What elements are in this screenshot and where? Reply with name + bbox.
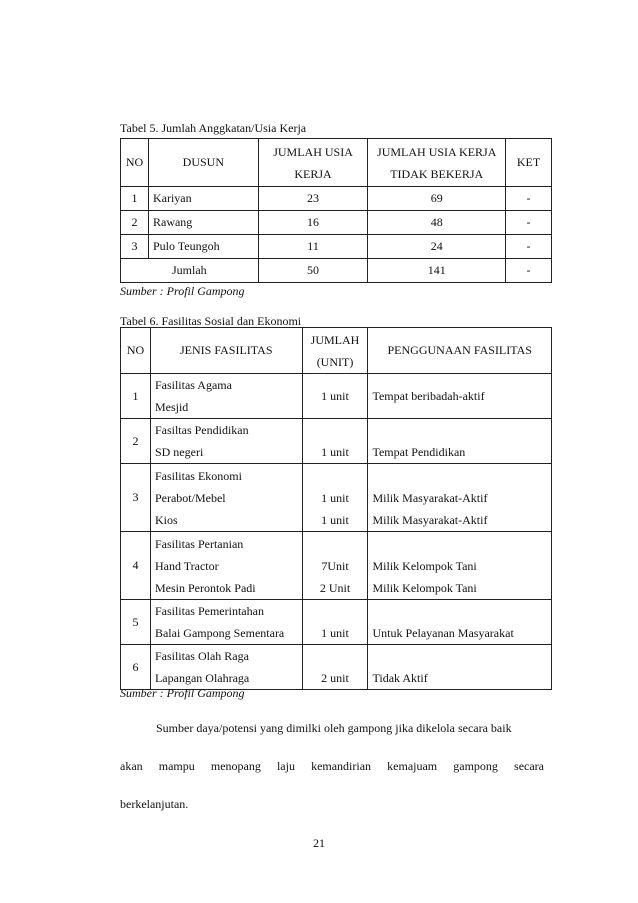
table6-category: Fasiltas Pendidikan bbox=[154, 423, 249, 437]
table6-cell-use bbox=[368, 419, 552, 464]
table6-item-name: Kios bbox=[154, 512, 178, 527]
table6-header-row bbox=[121, 328, 552, 374]
table6-cell-unit: 1 unit bbox=[302, 374, 368, 419]
table-row bbox=[121, 235, 552, 259]
table5-cell-ket: - bbox=[506, 211, 552, 235]
table6-unit: 1 unit bbox=[321, 626, 349, 640]
table6-item-name: Balai Gampong Sementara bbox=[154, 626, 285, 640]
table6-use: Tempat Pendidikan bbox=[372, 445, 466, 459]
table6-use: Tidak Aktif bbox=[372, 671, 428, 685]
table6-cell-use bbox=[368, 645, 552, 690]
table-row bbox=[121, 532, 552, 600]
table6-item-name: Lapangan Olahraga bbox=[154, 671, 250, 685]
table6-cell-jenis bbox=[150, 600, 302, 645]
table6-category: Fasilitas Pertanian bbox=[154, 536, 244, 551]
table6-category: Fasilitas Pemerintahan bbox=[154, 604, 264, 618]
table6-unit: 1 unit bbox=[321, 513, 349, 527]
table5-cell-no: 1 bbox=[121, 187, 149, 211]
table6-source: Sumber : Profil Gampong bbox=[120, 686, 245, 700]
table6-cell-use bbox=[368, 532, 552, 600]
table6-cell-unit bbox=[302, 645, 368, 690]
table5-cell-tidak-bekerja: 24 bbox=[368, 235, 506, 259]
table6-cell-no: 3 bbox=[121, 464, 151, 532]
table6-header-no: NO bbox=[121, 328, 151, 374]
table6-unit: 1 unit bbox=[321, 445, 349, 459]
table6-cell-no: 6 bbox=[121, 645, 151, 690]
table6-category: Fasilitas Ekonomi bbox=[154, 468, 242, 483]
table6-cell-no: 1 bbox=[121, 374, 151, 419]
table6-category: Fasilitas Olah Raga bbox=[154, 649, 249, 663]
table5-total-tidak-bekerja: 141 bbox=[368, 259, 506, 283]
table6-cell-unit bbox=[302, 419, 368, 464]
table5-header-usia-kerja-line2: KERJA bbox=[294, 166, 332, 181]
table-row bbox=[121, 211, 552, 235]
table6-cell-jenis bbox=[150, 645, 302, 690]
table6-unit: 1 unit bbox=[321, 491, 349, 505]
table6-cell-no: 4 bbox=[121, 532, 151, 600]
table6-cell-no: 5 bbox=[121, 600, 151, 645]
page-number: 21 bbox=[313, 836, 325, 850]
table5-total-usia-kerja: 50 bbox=[258, 259, 368, 283]
table5-cell-dusun: Kariyan bbox=[148, 187, 258, 211]
table5-header-tidak-bekerja-line1: JUMLAH USIA KERJA bbox=[377, 144, 497, 159]
table-row bbox=[121, 419, 552, 464]
paragraph-line-1: Sumber daya/potensi yang dimilki oleh gampong jika dikelola secara baik bbox=[156, 721, 512, 735]
table6-cell-jenis bbox=[150, 532, 302, 600]
table6-cell-unit bbox=[302, 600, 368, 645]
table5-header-tidak-bekerja bbox=[368, 139, 506, 187]
table5-cell-no: 3 bbox=[121, 235, 149, 259]
table5-header-usia-kerja bbox=[258, 139, 368, 187]
table5-source: Sumber : Profil Gampong bbox=[120, 284, 245, 298]
table5-cell-usia-kerja: 11 bbox=[258, 235, 368, 259]
table5-cell-ket: - bbox=[506, 187, 552, 211]
table6-unit: 7Unit bbox=[321, 559, 349, 573]
table5-cell-tidak-bekerja: 69 bbox=[368, 187, 506, 211]
table5-header-usia-kerja-line1: JUMLAH USIA bbox=[273, 144, 353, 159]
table6-caption: Tabel 6. Fasilitas Sosial dan Ekonomi bbox=[120, 314, 302, 328]
table6-cell-use bbox=[368, 600, 552, 645]
table6-cell-unit bbox=[302, 532, 368, 600]
table6 bbox=[120, 327, 552, 690]
table5-header-ket: KET bbox=[506, 139, 552, 187]
table5-header-no: NO bbox=[121, 139, 149, 187]
table5-caption: Tabel 5. Jumlah Anggkatan/Usia Kerja bbox=[120, 121, 307, 135]
table6-cell-jenis bbox=[150, 464, 302, 532]
table6-cell-use: Tempat beribadah-aktif bbox=[368, 374, 552, 419]
table6-header-jumlah-line2: (UNIT) bbox=[316, 354, 354, 369]
table6-item-name: SD negeri bbox=[154, 445, 204, 459]
paragraph-line-3: berkelanjutan. bbox=[120, 797, 189, 811]
table-row bbox=[121, 187, 552, 211]
table6-cell-no: 2 bbox=[121, 419, 151, 464]
table6-use: Milik Masyarakat-Aktif bbox=[372, 491, 488, 505]
table6-use: Milik Masyarakat-Aktif bbox=[372, 513, 488, 527]
table5-total-label: Jumlah bbox=[121, 259, 259, 283]
table5-total-ket: - bbox=[506, 259, 552, 283]
table-row bbox=[121, 374, 552, 419]
table-row bbox=[121, 600, 552, 645]
table6-cell-use bbox=[368, 464, 552, 532]
table6-use: Untuk Pelayanan Masyarakat bbox=[372, 626, 514, 640]
table6-cell-jenis bbox=[150, 419, 302, 464]
table6-header-jumlah bbox=[302, 328, 368, 374]
table5-total-row bbox=[121, 259, 552, 283]
table6-use: Milik Kelompok Tani bbox=[372, 559, 477, 573]
table6-header-jumlah-line1: JUMLAH bbox=[310, 332, 360, 347]
table6-unit: 2 unit bbox=[321, 671, 349, 685]
table5-cell-usia-kerja: 23 bbox=[258, 187, 368, 211]
table-row bbox=[121, 645, 552, 690]
table6-cell-unit bbox=[302, 464, 368, 532]
table5-header-tidak-bekerja-line2: TIDAK BEKERJA bbox=[390, 166, 484, 181]
table5-header-dusun: DUSUN bbox=[148, 139, 258, 187]
table6-item-name: Mesjid bbox=[154, 400, 189, 414]
table5-cell-dusun: Pulo Teungoh bbox=[148, 235, 258, 259]
table6-item-name: Hand Tractor bbox=[154, 558, 219, 573]
body-paragraph bbox=[120, 709, 544, 823]
table6-header-penggunaan: PENGGUNAAN FASILITAS bbox=[368, 328, 552, 374]
table6-unit: 2 Unit bbox=[319, 581, 351, 595]
paragraph-line-2: akan mampu menopang laju kemandirian kemajuam gampong secara bbox=[120, 759, 544, 773]
table5-cell-ket: - bbox=[506, 235, 552, 259]
table-row bbox=[121, 464, 552, 532]
table5-cell-dusun: Rawang bbox=[148, 211, 258, 235]
table6-cell-jenis bbox=[150, 374, 302, 419]
table6-item-name: Mesin Perontok Padi bbox=[154, 580, 256, 595]
table6-use: Milik Kelompok Tani bbox=[372, 581, 477, 595]
table5-cell-no: 2 bbox=[121, 211, 149, 235]
table6-item-name: Perabot/Mebel bbox=[154, 490, 226, 505]
table5 bbox=[120, 138, 552, 283]
table5-cell-tidak-bekerja: 48 bbox=[368, 211, 506, 235]
table6-header-jenis: JENIS FASILITAS bbox=[150, 328, 302, 374]
table5-header-row bbox=[121, 139, 552, 187]
table5-cell-usia-kerja: 16 bbox=[258, 211, 368, 235]
table6-category: Fasilitas Agama bbox=[154, 378, 232, 392]
